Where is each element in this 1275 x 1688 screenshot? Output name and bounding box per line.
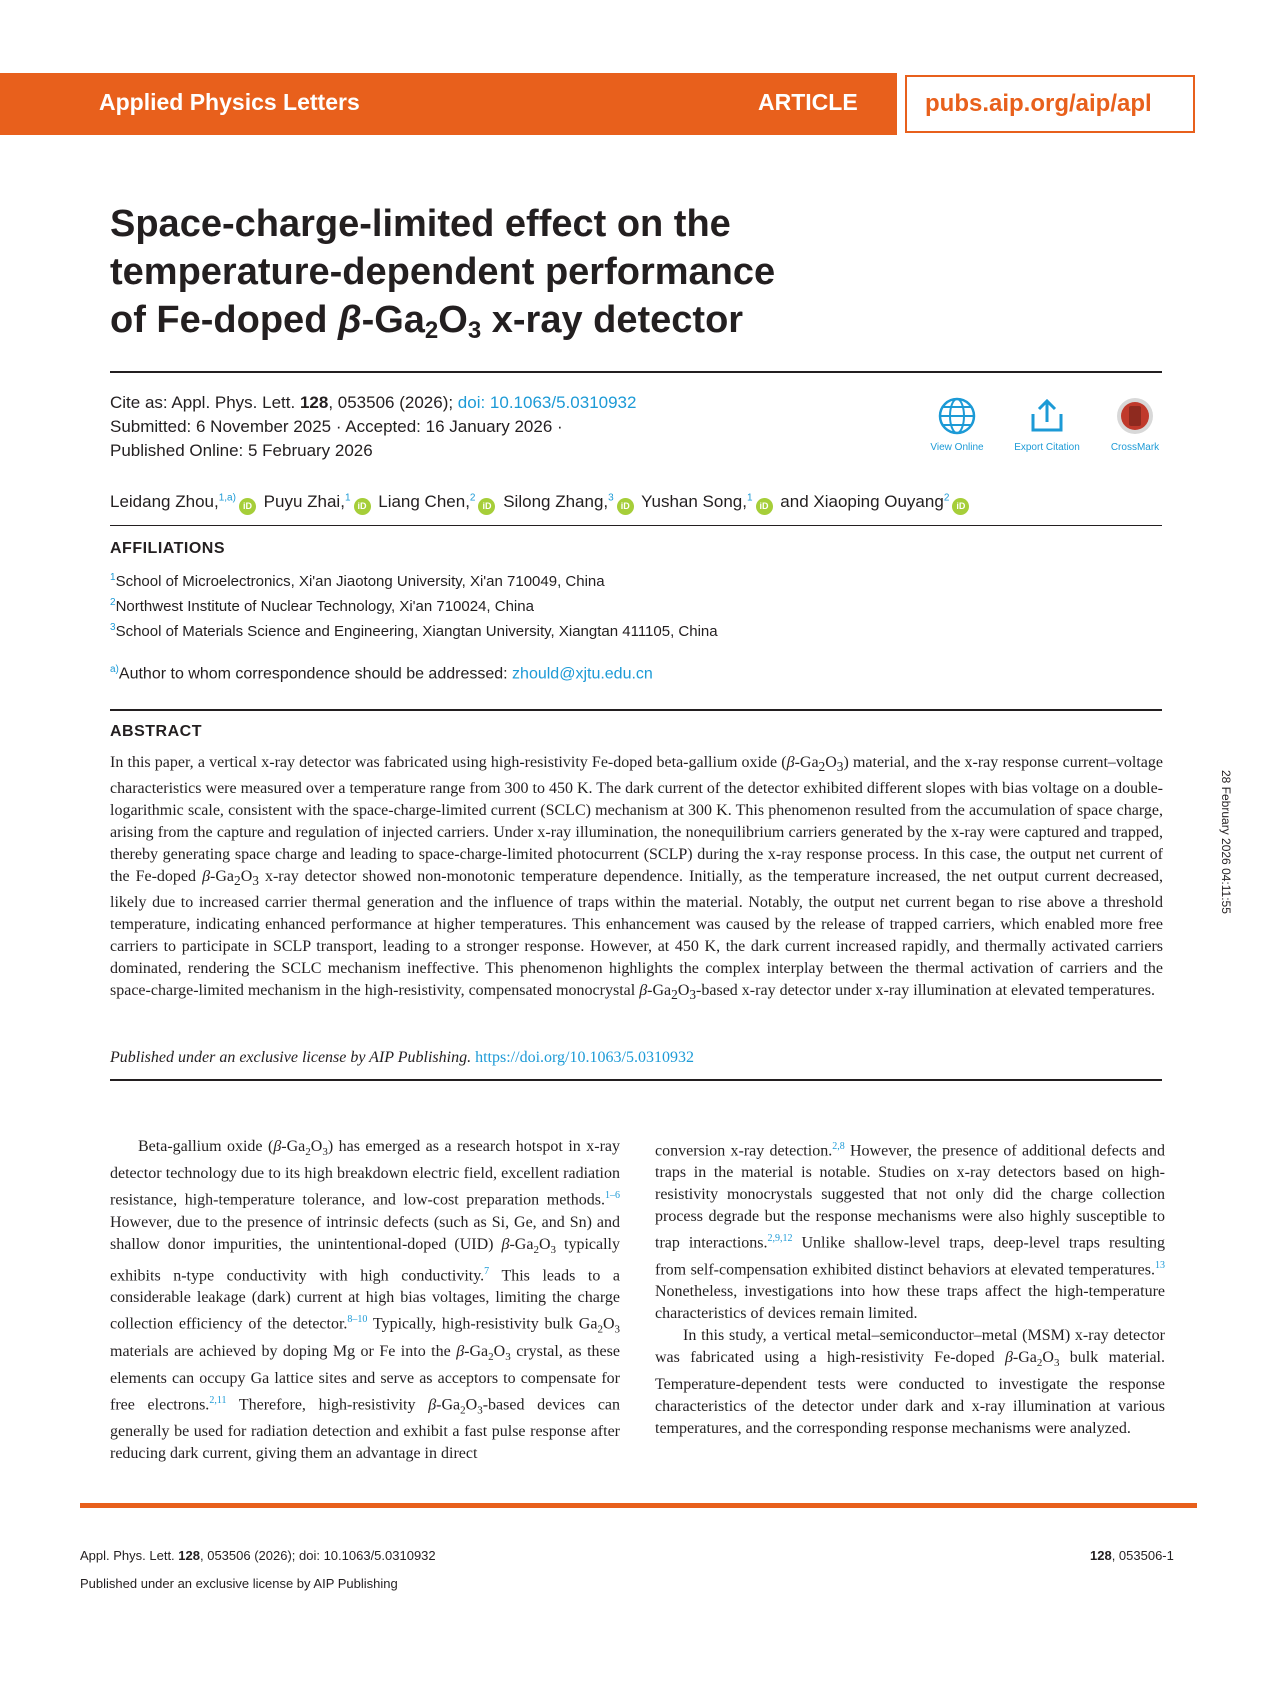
download-timestamp: 28 February 2026 04:11:55: [1219, 770, 1233, 914]
orcid-icon[interactable]: iD: [617, 498, 634, 515]
reference-link[interactable]: 1–6: [605, 1190, 620, 1202]
affiliation-item: $^3$School of Materials Science and Engineering, Xiangtan University, Xiangtan 411105, China: [110, 622, 718, 640]
divider-body: [110, 1079, 1162, 1081]
doi-link[interactable]: doi: 10.1063/5.0310932: [457, 393, 637, 412]
reference-link[interactable]: 2,11: [209, 1394, 227, 1406]
abstract-text: In this paper, a vertical x-ray detector was fabricated using high-resistivity Fe-doped beta-gallium oxide $(\beta-Ga_2O_3)$ material, and the x-ray response current–voltage characteristics were measured over a temperature range from 300 to 450 K. The dark current of the detector exhibited different slopes with bias voltage on a double-logarithmic scale, consistent with the space-charge-limited current (SCLC) mechanism at 300 K. This phenomenon resulted from the accumulation of space charge, arising from the capture and regulation of injected carriers. Under x-ray illumination, the nonequilibrium carriers generated by the x-ray were captured and trapped, thereby generating space charge and leading to space-charge-limited photocurrent (SCLP) during the x-ray response process. In this case, the output net current of the Fe-doped $\beta-Ga_2O_3$ x-ray detector showed non-monotonic temperature dependence. Initially, as the temperature increased, the net output current decreased, likely due to increased carrier thermal generation and the influence of traps within the material. Notably, the output net current began to rise above a threshold temperature, indicating enhanced performance at higher temperatures. This enhancement was caused by the release of trapped carriers, which enabled more free carriers to participate in SCLP transport, leading to a stronger response. However, at 450 K, the dark current increased rapidly, and thermally activated carriers dominated, rendering the SCLC mechanism ineffective. This phenomenon highlights the complex interplay between the thermal activation of carriers and the space-charge-limited mechanism in the high-resistivity, compensated monocrystal $\beta-Ga_2O_3$-based x-ray detector under x-ray illumination at elevated temperatures.: [110, 754, 1164, 1003]
view-online-label: View Online: [930, 442, 984, 453]
export-citation-label: Export Citation: [1014, 442, 1080, 453]
globe-icon: [937, 396, 977, 436]
article-title: [110, 200, 970, 344]
body-paragraph: conversion x-ray detection.$^{2,8}$ However, the presence of additional defects and traps in the material is notable. Studies on x-ray detectors based on high-resistivity monocrystals suggested that not only did the charge collection process degrade but the response mechanisms were also highly susceptible to trap interactions.$^{2,9,12}$ Unlike shallow-level traps, deep-level traps resulting from self-compensation exhibited distinct behaviors at elevated temperatures.$^{13}$ Nonetheless, investigations into how these traps affect the high-temperature characteristics of devices remain limited.: [655, 1141, 1166, 1322]
body-paragraph: Beta-gallium oxide $(\beta-Ga_2O_3)$ has emerged as a research hotspot in x-ray detector technology due to its high breakdown electric field, excellent radiation resistance, high-temperature tolerance, and low-cost preparation methods.$^{1-6}$ However, due to the presence of intrinsic defects (such as Si, Ge, and Sn) and shallow donor impurities, the unintentional-doped (UID) $\beta-Ga_2O_3$ typically exhibits n-type conductivity with high conductivity.$^7$ This leads to a considerable leakage (dark) current at high bias voltages, limiting the charge collection efficiency of the detector.$^{8-10}$ Typically, high-resistivity bulk $Ga_2O_3$ materials are achieved by doping Mg or Fe into the $\beta-Ga_2O_3$ crystal, as these elements can occupy Ga lattice sites and serve as acceptors to compensate for free electrons.$^{2,11}$ Therefore, high-resistivity $\beta-Ga_2O_3$-based devices can generally be used for radiation detection and exhibit a fast pulse response after reducing dark current, giving them an advantage in direct: [110, 1138, 621, 1463]
footer-citation: Appl. Phys. Lett. 128, 053506 (2026); doi: 10.1063/5.0310932: [80, 1548, 436, 1563]
orcid-icon[interactable]: iD: [478, 498, 495, 515]
author-name: Liang Chen,: [378, 492, 470, 511]
reference-link[interactable]: 7: [484, 1265, 490, 1277]
footer-page-number: 128, 053506-1: [1090, 1548, 1174, 1563]
license-statement: Published under an exclusive license by AIP Publishing. https://doi.org/10.1063/5.0310932: [110, 1049, 694, 1066]
cite-as-line: Cite as: Appl. Phys. Lett. 128, 053506 (2026); doi: 10.1063/5.0310932: [110, 393, 637, 412]
title-line-1: Space-charge-limited effect on the: [110, 203, 731, 245]
author-name: Leidang Zhou,: [110, 492, 219, 511]
author-list: Leidang Zhou,$^{1,a)}$iD Puyu Zhai,$^1$iD Liang Chen,$^2$iD Silong Zhang,$^3$iD Yushan Song,$^1$iD and Xiaoping Ouyang$^2$iD: [110, 492, 972, 515]
article-type-label: ARTICLE: [758, 89, 858, 115]
affiliation-item: $^1$School of Microelectronics, Xi'an Jiaotong University, Xi'an 710049, China: [110, 572, 605, 590]
orcid-icon[interactable]: iD: [952, 498, 969, 515]
affiliations-heading: AFFILIATIONS: [110, 540, 226, 557]
license-doi-link[interactable]: https://doi.org/10.1063/5.0310932: [475, 1049, 694, 1066]
reference-link[interactable]: 2,9,12: [767, 1233, 793, 1245]
reference-link[interactable]: 8–10: [347, 1314, 368, 1326]
orcid-icon[interactable]: iD: [756, 498, 773, 515]
export-icon: [1027, 396, 1067, 436]
published-online-date: Published Online: 5 February 2026: [110, 441, 373, 460]
author-name: Silong Zhang,: [503, 492, 609, 511]
divider-top: [110, 371, 1162, 373]
crossmark-label: CrossMark: [1110, 442, 1160, 453]
divider-authors: [110, 525, 1162, 526]
crossmark-icon: [1115, 396, 1155, 436]
orcid-icon[interactable]: iD: [239, 498, 256, 515]
correspondence-note: $^{a)}$Author to whom correspondence should be addressed: zhould@xjtu.edu.cn: [110, 664, 653, 683]
reference-link[interactable]: 13: [1155, 1259, 1165, 1271]
divider-abstract: [110, 709, 1162, 711]
affiliation-item: $^2$Northwest Institute of Nuclear Technology, Xi'an 710024, China: [110, 597, 534, 615]
body-paragraph: In this study, a vertical metal–semiconductor–metal (MSM) x-ray detector was fabricated using a high-resistivity Fe-doped $\beta-Ga_2O_3$ bulk material. Temperature-dependent tests were conducted to investigate the response characteristics of the detector under dark and x-ray illumination at various temperatures, and the corresponding response mechanisms were analyzed.: [655, 1326, 1166, 1438]
submission-dates: Submitted: 6 November 2025 · Accepted: 16 January 2026 ·: [110, 417, 563, 436]
abstract-heading: ABSTRACT: [110, 723, 202, 740]
orcid-icon[interactable]: iD: [354, 498, 371, 515]
crossmark-button[interactable]: [1080, 396, 1190, 453]
email-link[interactable]: zhould@xjtu.edu.cn: [512, 665, 653, 683]
title-line-3: of Fe-doped $\beta-Ga_2O_3$ x-ray detector: [110, 299, 744, 344]
footer-license: Published under an exclusive license by AIP Publishing: [80, 1576, 398, 1591]
journal-url-link[interactable]: pubs.aip.org/aip/apl: [925, 90, 1152, 117]
author-name: Puyu Zhai,: [263, 492, 345, 511]
reference-link[interactable]: 2,8: [832, 1141, 845, 1152]
author-name: Yushan Song,: [641, 492, 747, 511]
title-line-2: temperature-dependent performance: [110, 251, 776, 293]
journal-name: Applied Physics Letters: [99, 89, 360, 115]
footer-accent-bar: [80, 1503, 1197, 1508]
body-column-left: [110, 1136, 620, 1465]
body-column-right: [655, 1136, 1165, 1440]
author-name: and Xiaoping Ouyang: [780, 492, 944, 511]
